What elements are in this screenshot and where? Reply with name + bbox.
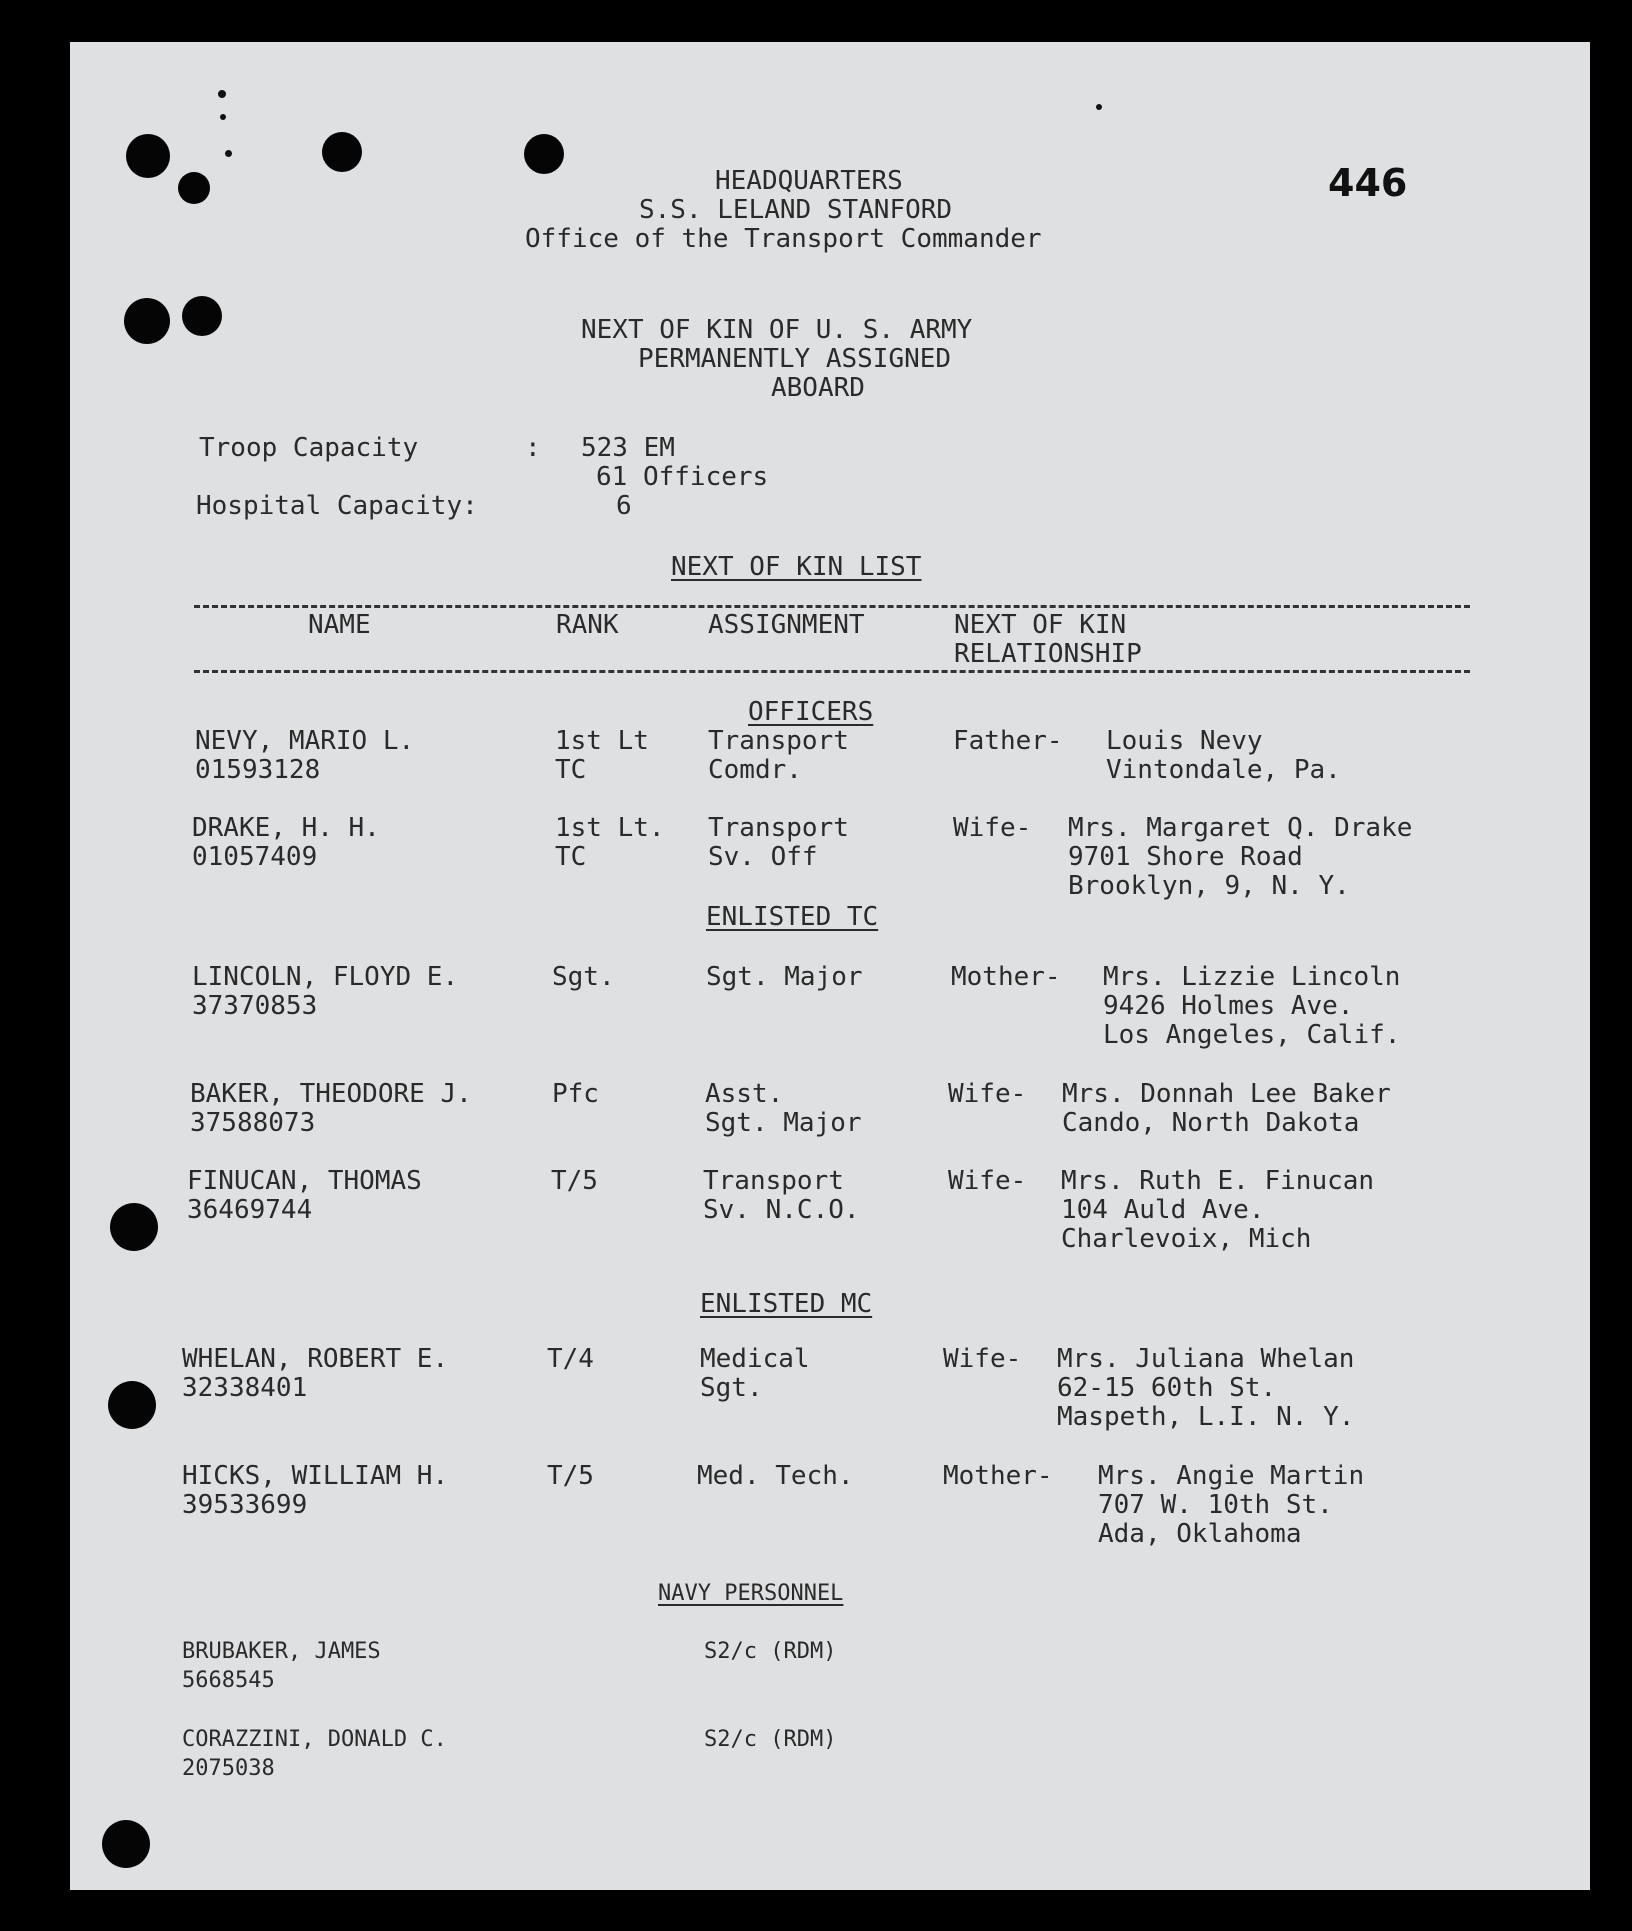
- row-kin-city: Brooklyn, 9, N. Y.: [1068, 871, 1350, 901]
- row-name: FINUCAN, THOMAS: [187, 1166, 422, 1196]
- row-name: DRAKE, H. H.: [192, 813, 380, 843]
- column-name: NAME: [308, 610, 371, 640]
- row-assignment: Transport: [708, 726, 849, 756]
- row-assignment: Sgt. Major: [706, 962, 863, 992]
- punch-hole: [124, 298, 170, 344]
- ink-speck: [1096, 104, 1102, 110]
- navy-row-name: CORAZZINI, DONALD C.: [182, 1727, 447, 1752]
- section-navy-personnel: NAVY PERSONNEL: [658, 1581, 844, 1606]
- row-serial: 37588073: [190, 1108, 316, 1138]
- subtitle-line-2: PERMANENTLY ASSIGNED: [638, 344, 952, 374]
- troop-capacity-separator: :: [525, 433, 541, 463]
- row-rank: 1st Lt.: [555, 813, 665, 843]
- row-assignment: Medical: [700, 1344, 810, 1374]
- row-kin-name: Mrs. Angie Martin: [1098, 1461, 1365, 1491]
- row-relation: Father-: [953, 726, 1063, 756]
- row-rank: Sgt.: [552, 962, 615, 992]
- punch-hole: [178, 172, 210, 204]
- punch-hole: [110, 1203, 158, 1251]
- punch-hole: [126, 134, 170, 178]
- row-relation: Wife-: [948, 1166, 1027, 1196]
- punch-hole: [524, 134, 564, 174]
- ink-speck: [218, 90, 226, 98]
- row-assignment: Transport: [703, 1166, 844, 1196]
- row-kin-address: Vintondale, Pa.: [1106, 755, 1341, 785]
- row-kin-address: 707 W. 10th St.: [1098, 1490, 1333, 1520]
- row-kin-name: Mrs. Ruth E. Finucan: [1061, 1166, 1375, 1196]
- punch-hole: [108, 1381, 156, 1429]
- list-title: NEXT OF KIN LIST: [671, 552, 922, 582]
- navy-row-name: BRUBAKER, JAMES: [182, 1639, 381, 1664]
- troop-capacity-em: 523 EM: [581, 433, 675, 463]
- page-number: 446: [1328, 161, 1408, 205]
- column-assignment: ASSIGNMENT: [708, 610, 865, 640]
- header-line-3: Office of the Transport Commander: [525, 224, 1042, 254]
- section-officers: OFFICERS: [748, 697, 874, 727]
- row-serial: 32338401: [182, 1373, 308, 1403]
- header-line-1: HEADQUARTERS: [715, 166, 903, 196]
- header-line-2: S.S. LELAND STANFORD: [639, 195, 953, 225]
- row-name: BAKER, THEODORE J.: [190, 1079, 472, 1109]
- subtitle-line-1: NEXT OF KIN OF U. S. ARMY: [581, 315, 973, 345]
- row-relation: Wife-: [943, 1344, 1022, 1374]
- row-kin-city: Los Angeles, Calif.: [1103, 1020, 1401, 1050]
- row-serial: 36469744: [187, 1195, 313, 1225]
- row-rank: 1st Lt: [555, 726, 649, 756]
- row-assignment-line2: Sv. Off: [708, 842, 818, 872]
- row-relation: Wife-: [953, 813, 1032, 843]
- row-kin-address: 62-15 60th St.: [1057, 1373, 1277, 1403]
- row-assignment: Med. Tech.: [697, 1461, 854, 1491]
- row-kin-city: Charlevoix, Mich: [1061, 1224, 1312, 1254]
- header-rule-top: [194, 605, 1470, 608]
- row-assignment: Transport: [708, 813, 849, 843]
- column-next-of-kin: NEXT OF KIN: [954, 610, 1127, 640]
- row-kin-city: Ada, Oklahoma: [1098, 1519, 1302, 1549]
- punch-hole: [102, 1820, 150, 1868]
- row-serial: 01593128: [195, 755, 321, 785]
- row-assignment-line2: Comdr.: [708, 755, 802, 785]
- row-name: HICKS, WILLIAM H.: [182, 1461, 449, 1491]
- row-kin-name: Louis Nevy: [1106, 726, 1263, 756]
- row-rank-branch: TC: [555, 842, 587, 872]
- row-rank: T/5: [547, 1461, 594, 1491]
- punch-hole: [322, 132, 362, 172]
- row-name: LINCOLN, FLOYD E.: [192, 962, 459, 992]
- row-assignment: Asst.: [705, 1079, 784, 1109]
- row-relation: Mother-: [943, 1461, 1053, 1491]
- row-rank-branch: TC: [555, 755, 587, 785]
- hospital-capacity-value: 6: [616, 491, 632, 521]
- row-kin-city: Maspeth, L.I. N. Y.: [1057, 1402, 1355, 1432]
- row-rank: Pfc: [552, 1079, 599, 1109]
- row-serial: 39533699: [182, 1490, 308, 1520]
- row-relation: Mother-: [951, 962, 1061, 992]
- troop-capacity-officers: 61 Officers: [596, 462, 769, 492]
- row-kin-address: 104 Auld Ave.: [1061, 1195, 1265, 1225]
- column-relationship: RELATIONSHIP: [954, 639, 1142, 669]
- document-page: [70, 42, 1590, 1890]
- navy-row-serial: 2075038: [182, 1756, 275, 1781]
- row-kin-address: 9426 Holmes Ave.: [1103, 991, 1354, 1021]
- row-kin-name: Mrs. Margaret Q. Drake: [1068, 813, 1413, 843]
- row-assignment-line2: Sgt.: [700, 1373, 763, 1403]
- navy-row-serial: 5668545: [182, 1668, 275, 1693]
- row-name: WHELAN, ROBERT E.: [182, 1344, 449, 1374]
- row-rank: T/4: [547, 1344, 594, 1374]
- row-serial: 01057409: [192, 842, 318, 872]
- row-kin-name: Mrs. Lizzie Lincoln: [1103, 962, 1401, 992]
- row-assignment-line2: Sv. N.C.O.: [703, 1195, 860, 1225]
- row-kin-address: Cando, North Dakota: [1062, 1108, 1360, 1138]
- row-serial: 37370853: [192, 991, 318, 1021]
- row-kin-name: Mrs. Juliana Whelan: [1057, 1344, 1355, 1374]
- ink-speck: [220, 114, 226, 120]
- subtitle-line-3: ABOARD: [771, 373, 865, 403]
- row-relation: Wife-: [948, 1079, 1027, 1109]
- row-kin-address: 9701 Shore Road: [1068, 842, 1303, 872]
- header-rule-bottom: [194, 670, 1470, 673]
- navy-row-rating: S2/c (RDM): [704, 1639, 837, 1664]
- section-enlisted-tc: ENLISTED TC: [706, 902, 879, 932]
- row-name: NEVY, MARIO L.: [195, 726, 415, 756]
- navy-row-rating: S2/c (RDM): [704, 1727, 837, 1752]
- column-rank: RANK: [556, 610, 619, 640]
- row-rank: T/5: [551, 1166, 598, 1196]
- ink-speck: [225, 150, 232, 157]
- row-assignment-line2: Sgt. Major: [705, 1108, 862, 1138]
- section-enlisted-mc: ENLISTED MC: [700, 1289, 873, 1319]
- hospital-capacity-label: Hospital Capacity:: [196, 491, 478, 521]
- troop-capacity-label: Troop Capacity: [199, 433, 419, 463]
- punch-hole: [182, 296, 222, 336]
- row-kin-name: Mrs. Donnah Lee Baker: [1062, 1079, 1391, 1109]
